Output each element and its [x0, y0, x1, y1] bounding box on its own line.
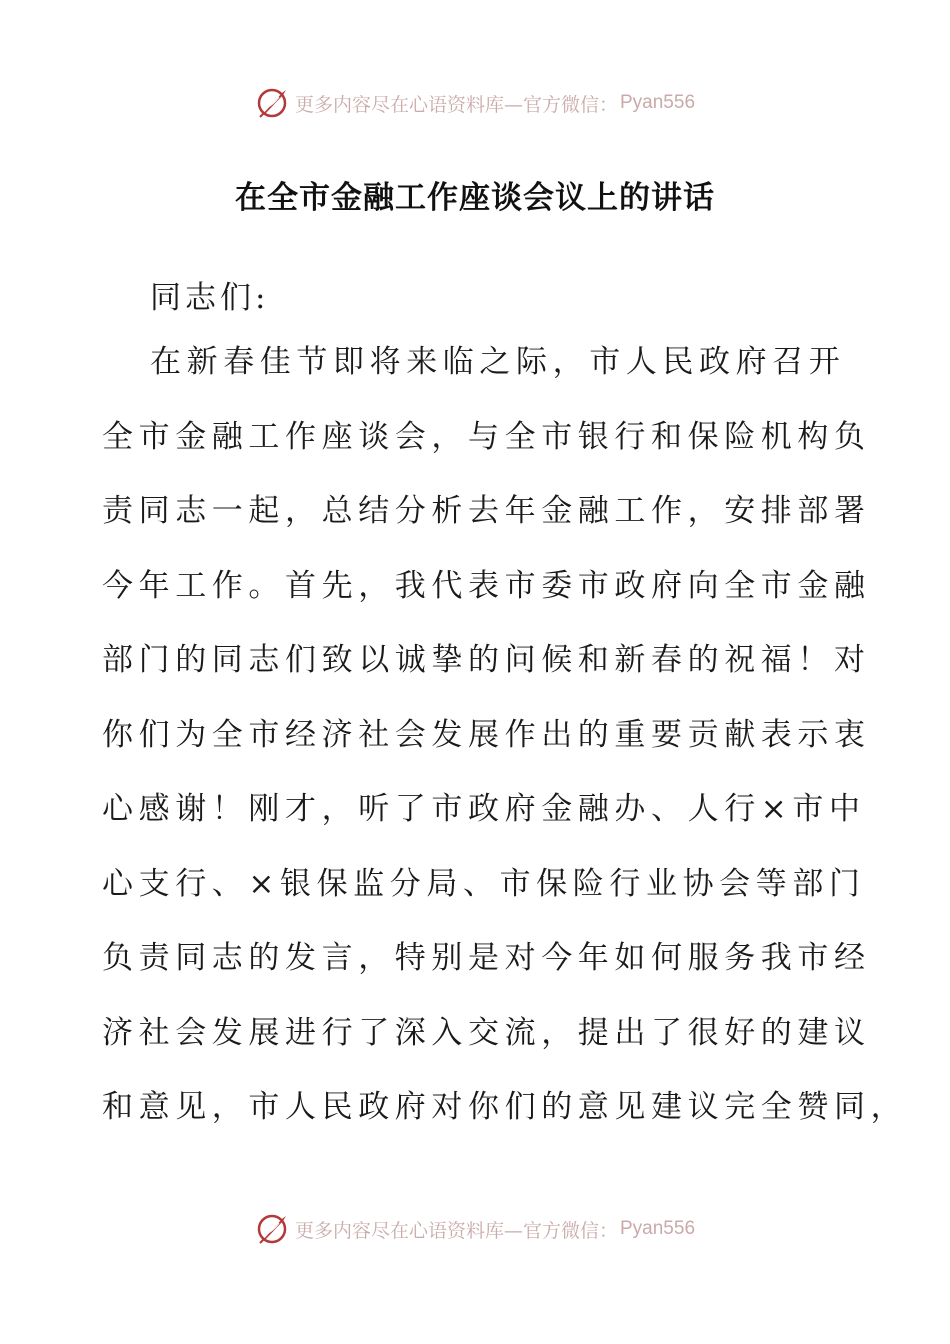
document-title: 在全市金融工作座谈会议上的讲话 — [235, 180, 715, 216]
watermark-wechat-id: Pyan556 — [620, 1218, 696, 1239]
body-line: 责同志一起，总结分析去年金融工作，安排部署 — [102, 493, 871, 529]
body-line: 在新春佳节即将来临之际，市人民政府召开 — [150, 344, 846, 380]
body-line: 心感谢！刚才，听了市政府金融办、人行×市中 — [102, 791, 866, 827]
body-line: 你们为全市经济社会发展作出的重要贡献表示衷 — [102, 716, 871, 753]
body-line: 和意见，市人民政府对你们的意见建议完全赞同， — [102, 1089, 908, 1125]
header-watermark-banner — [0, 83, 950, 123]
watermark-text: 更多内容尽在心语资料库—官方微信： — [294, 93, 618, 116]
salutation: 同志们: — [150, 280, 270, 316]
footer-watermark-banner — [0, 1209, 950, 1249]
body-line: 济社会发展进行了深入交流，提出了很好的建议 — [102, 1014, 871, 1051]
body-line: 负责同志的发言，特别是对今年如何服务我市经 — [102, 940, 871, 976]
document-body — [102, 336, 908, 1156]
body-line: 心支行、×银保监分局、市保险行业协会等部门 — [102, 865, 866, 902]
watermark-text: 更多内容尽在心语资料库—官方微信： — [294, 1219, 618, 1242]
body-line: 全市金融工作座谈会，与全市银行和保险机构负 — [102, 418, 871, 455]
quill-logo-icon — [255, 1211, 291, 1247]
quill-logo-icon — [255, 85, 291, 121]
body-line: 部门的同志们致以诚挚的问候和新春的祝福！对 — [102, 642, 871, 678]
body-line: 今年工作。首先，我代表市委市政府向全市金融 — [102, 567, 871, 604]
watermark-wechat-id: Pyan556 — [620, 92, 696, 113]
